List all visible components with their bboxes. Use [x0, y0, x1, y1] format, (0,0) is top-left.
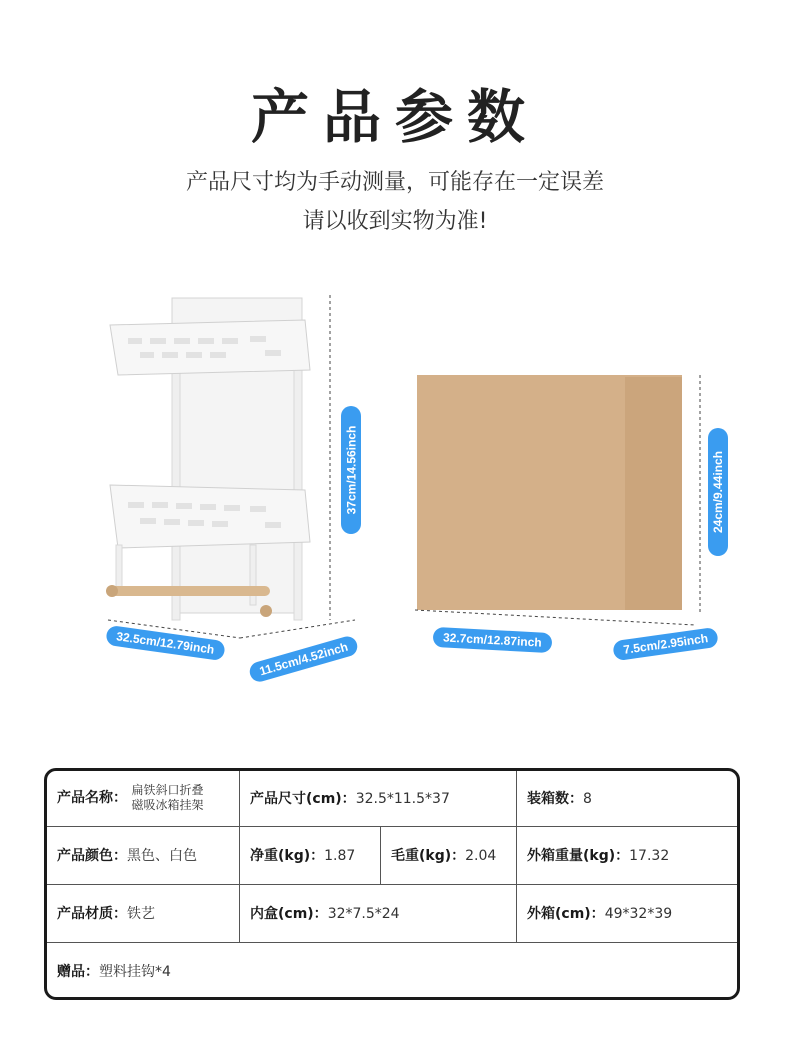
product-size-value: 32.5*11.5*37 [355, 791, 450, 808]
rack-depth-label: 11.5cm/4.52inch [247, 634, 360, 684]
outer-weight-value: 17.32 [629, 848, 670, 864]
inner-box-value: 32*7.5*24 [327, 906, 400, 922]
rack-height-label [341, 406, 361, 534]
box-width-label: 32.7cm/12.87inch [433, 627, 553, 653]
rack-width-label: 32.5cm/12.79inch [105, 625, 225, 661]
product-material-label: 产品材质： [57, 906, 127, 922]
net-weight-label: 净重(kg)： [250, 848, 325, 864]
outer-weight-cell [517, 826, 738, 884]
product-name-value-line2: 磁吸冰箱挂架 [131, 798, 204, 813]
spec-table [44, 768, 740, 1000]
gift-cell [47, 942, 737, 1000]
product-name-cell [47, 771, 240, 826]
packing-count-label: 装箱数： [527, 791, 583, 808]
product-name-label: 产品名称： [57, 790, 127, 807]
box-height-label [708, 428, 728, 556]
product-name-value-line1: 扁铁斜口折叠 [131, 783, 204, 798]
outer-box-label: 外箱(cm)： [527, 906, 605, 922]
inner-box-cell [240, 884, 517, 942]
product-material-value: 铁艺 [127, 906, 155, 922]
outer-weight-label: 外箱重量(kg)： [527, 848, 630, 864]
gift-label: 赠品： [57, 964, 99, 981]
box-illustration [405, 365, 725, 635]
rack-height-text: 37cm/14.56inch [344, 425, 359, 515]
net-weight-value: 1.87 [324, 848, 356, 864]
inner-box-label: 内盒(cm)： [250, 906, 328, 922]
packing-count-cell [517, 771, 738, 826]
product-material-cell [47, 884, 240, 942]
actual-product-note: 请以收到实物为准! [302, 209, 488, 234]
box-depth-label: 7.5cm/2.95inch [612, 627, 719, 661]
measurement-note: 产品尺寸均为手动测量，可能存在一定误差 [185, 170, 604, 195]
product-size-cell [240, 771, 517, 826]
outer-box-value: 49*32*39 [604, 906, 673, 922]
net-weight-cell [240, 826, 381, 884]
outer-box-cell [517, 884, 738, 942]
gift-value: 塑料挂钩*4 [99, 964, 171, 981]
gross-weight-label: 毛重(kg)： [391, 848, 466, 864]
packing-count-value: 8 [583, 791, 592, 808]
gross-weight-value: 2.04 [465, 848, 497, 864]
product-size-label: 产品尺寸(cm)： [250, 791, 356, 808]
gross-weight-cell [381, 826, 517, 884]
box-height-text: 24cm/9.44inch [711, 450, 725, 534]
page-title: 产品参数 [250, 83, 539, 151]
product-color-cell [47, 826, 240, 884]
product-color-value: 黑色、白色 [127, 848, 197, 864]
product-color-label: 产品颜色： [57, 848, 127, 864]
product-name-value [131, 783, 203, 813]
